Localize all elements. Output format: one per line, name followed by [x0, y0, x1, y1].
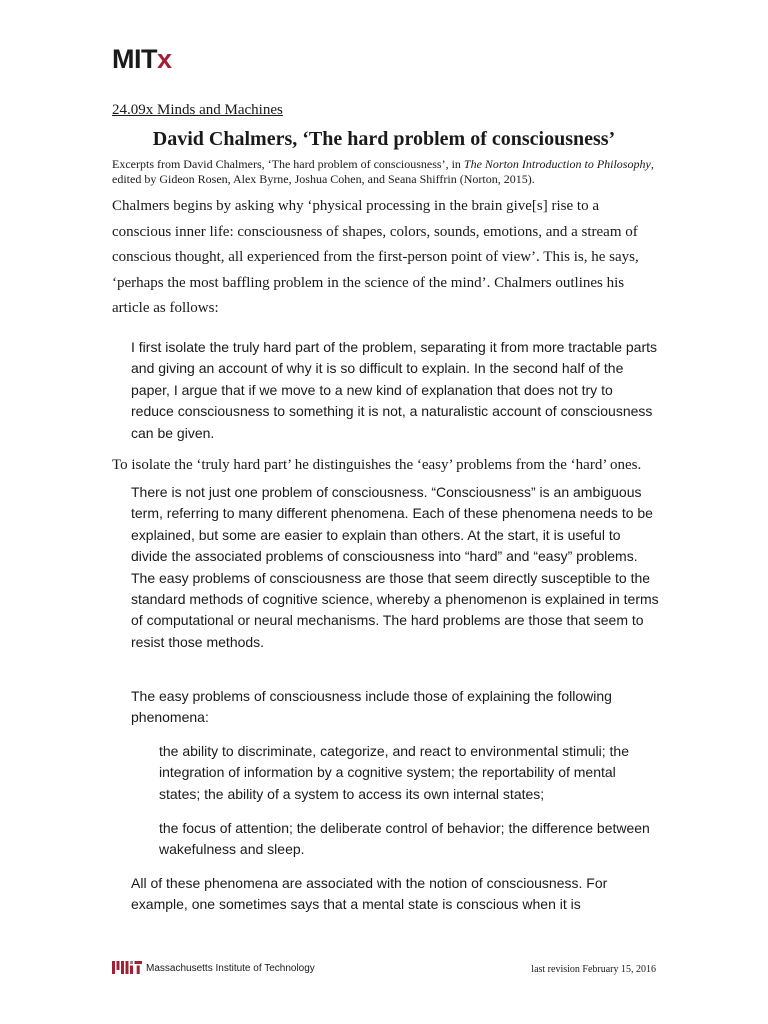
transition-paragraph: To isolate the ‘truly hard part’ he distinguishes the ‘easy’ problems from the ‘hard’ ones.	[112, 457, 642, 473]
source-book-title: The Norton Introduction to Philosophy	[463, 157, 651, 171]
intro-paragraph: Chalmers begins by asking why ‘physical processing in the brain give[s] rise to a conscious inner life: consciousness of shapes, colors, sounds, emotions, and a stream of conscious thought, all experienced from the first-person point of view’. This is, he says, ‘perhaps the most baffling problem in the science of the mind’. Chalmers outlines his article as follows:	[112, 198, 639, 317]
source-citation	[112, 157, 656, 187]
block-quote-paragraph: All of these phenomena are associated with the notion of consciousness. For example, one sometimes says that a mental state is conscious when it is	[131, 875, 608, 913]
mitx-logo	[112, 46, 172, 73]
document-title: David Chalmers, ‘The hard problem of consciousness’	[152, 128, 616, 150]
course-name: 24.09x Minds and Machines	[112, 102, 283, 118]
mit-logo-icon	[112, 961, 142, 974]
block-quote-list-item: the ability to discriminate, categorize, and react to environmental stimuli; the integration of information by a cognitive system; the reportability of mental states; the ability of a system to access its own internal states;	[159, 743, 630, 802]
block-quote-list-item: the focus of attention; the deliberate control of behavior; the difference between wakefulness and sleep.	[159, 820, 650, 858]
block-quote-paragraph: There is not just one problem of consciousness. “Consciousness” is an ambiguous term, referring to many different phenomena. Each of these phenomena needs to be explained, but some are easier to explain than others. At the start, it is useful to divide the associated problems of consciousness into “hard” and “easy” problems. The easy problems of consciousness are those that seem directly susceptible to the standard methods of cognitive science, whereby a phenomenon is explained in terms of computational or neural mechanisms. The hard problems are those that seem to resist those methods.	[131, 484, 659, 650]
footer-revision-date: last revision February 15, 2016	[531, 964, 656, 975]
block-quote-outline: I first isolate the truly hard part of the problem, separating it from more tractable parts and giving an account of why it is so difficult to explain. In the second half of the paper, I argue that if we move to a new kind of explanation that does not try to reduce consciousness to something it is not, a naturalistic account of consciousness can be given.	[131, 339, 658, 441]
logo-x-text: x	[157, 44, 172, 74]
footer-institution: Massachusetts Institute of Technology	[146, 963, 315, 974]
logo-mit-text: MIT	[112, 44, 157, 74]
block-quote-paragraph: The easy problems of consciousness include those of explaining the following phenomena:	[131, 688, 612, 726]
source-citation-prefix: Excerpts from David Chalmers, ‘The hard problem of consciousness’, in	[112, 157, 464, 171]
source-citation-suffix: , edited by Gideon Rosen, Alex Byrne, Joshua Cohen, and Seana Shiffrin (Norton, 2015).	[112, 157, 654, 186]
